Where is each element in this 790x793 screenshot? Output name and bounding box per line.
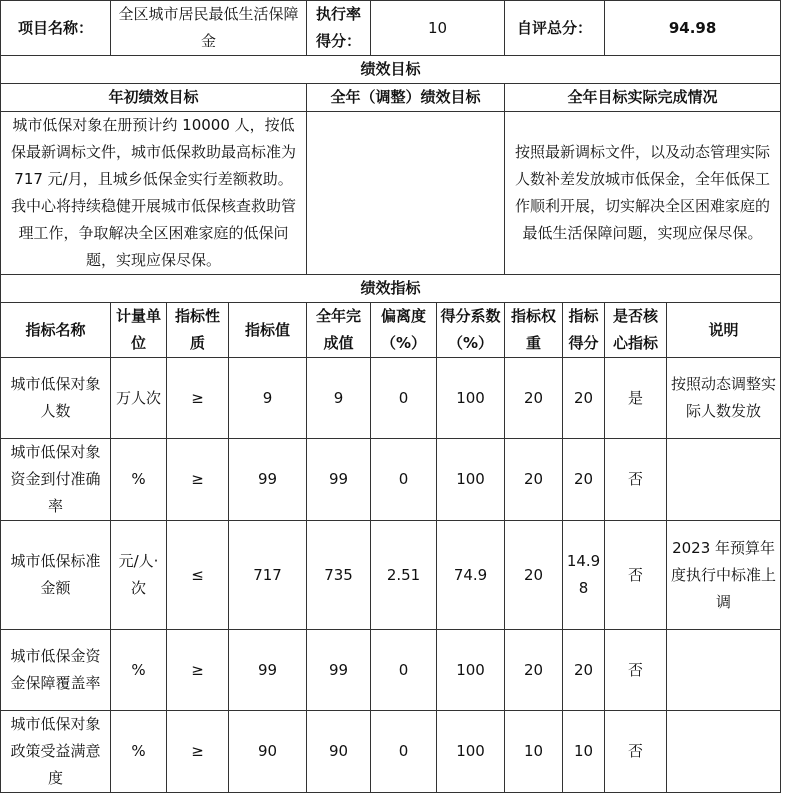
goals-content-row [1, 112, 781, 275]
is-core: 是 [605, 358, 667, 439]
header-row [1, 1, 781, 56]
indicator-column-header: 指标名称 [1, 303, 111, 358]
indicators-section-title: 绩效指标 [1, 275, 781, 303]
indicator-name: 城市低保对象政策受益满意度 [1, 711, 111, 793]
indicator-column-header: 指标值 [229, 303, 307, 358]
self-score-value: 94.98 [605, 1, 781, 56]
actual-completion-header: 全年目标实际完成情况 [505, 84, 781, 112]
score-coefficient: 100 [437, 358, 505, 439]
unit: % [111, 711, 167, 793]
deviation: 0 [371, 630, 437, 711]
indicator-column-header: 偏离度（%） [371, 303, 437, 358]
table-row [1, 358, 781, 439]
indicator-column-header: 计量单位 [111, 303, 167, 358]
table-row [1, 521, 781, 630]
target-value: 9 [229, 358, 307, 439]
table-row [1, 630, 781, 711]
indicator-column-header: 指标性质 [167, 303, 229, 358]
unit: % [111, 630, 167, 711]
weight: 20 [505, 521, 563, 630]
weight: 20 [505, 358, 563, 439]
target-value: 717 [229, 521, 307, 630]
indicator-column-header: 全年完成值 [307, 303, 371, 358]
weight: 20 [505, 439, 563, 521]
score: 10 [563, 711, 605, 793]
score: 14.98 [563, 521, 605, 630]
remark: 2023 年预算年度执行中标准上调 [667, 521, 781, 630]
target-value: 99 [229, 439, 307, 521]
deviation: 0 [371, 358, 437, 439]
unit: % [111, 439, 167, 521]
actual-value: 9 [307, 358, 371, 439]
table-row [1, 711, 781, 793]
self-score-label: 自评总分： [505, 1, 605, 56]
is-core: 否 [605, 630, 667, 711]
project-name-label: 项目名称： [1, 1, 111, 56]
indicator-column-header: 是否核心指标 [605, 303, 667, 358]
adjusted-goal-text [307, 112, 505, 275]
nature: ≥ [167, 439, 229, 521]
is-core: 否 [605, 439, 667, 521]
initial-goal-header: 年初绩效目标 [1, 84, 307, 112]
indicator-column-header: 指标权重 [505, 303, 563, 358]
remark [667, 711, 781, 793]
unit: 万人次 [111, 358, 167, 439]
exec-rate-label: 执行率得分： [307, 1, 371, 56]
is-core: 否 [605, 521, 667, 630]
initial-goal-text: 城市低保对象在册预计约 10000 人，按低保最新调标文件，城市低保救助最高标准为 717 元/月，且城乡低保金实行差额救助。我中心将持续稳健开展城市低保核查救助管理工作，争取解决全区困难家庭的低保问题，实现应保尽保。 [1, 112, 307, 275]
weight: 10 [505, 711, 563, 793]
indicator-name: 城市低保对象人数 [1, 358, 111, 439]
deviation: 2.51 [371, 521, 437, 630]
actual-value: 735 [307, 521, 371, 630]
indicator-column-header: 指标得分 [563, 303, 605, 358]
indicators-title-row [1, 275, 781, 303]
nature: ≥ [167, 630, 229, 711]
target-value: 90 [229, 711, 307, 793]
score: 20 [563, 358, 605, 439]
indicators-header-row [1, 303, 781, 358]
weight: 20 [505, 630, 563, 711]
deviation: 0 [371, 711, 437, 793]
unit: 元/人·次 [111, 521, 167, 630]
adjusted-goal-header: 全年（调整）绩效目标 [307, 84, 505, 112]
score: 20 [563, 630, 605, 711]
indicator-name: 城市低保金资金保障覆盖率 [1, 630, 111, 711]
indicator-column-header: 说明 [667, 303, 781, 358]
indicator-column-header: 得分系数（%） [437, 303, 505, 358]
nature: ≤ [167, 521, 229, 630]
goals-title-row [1, 56, 781, 84]
goals-section-title: 绩效目标 [1, 56, 781, 84]
actual-completion-text: 按照最新调标文件，以及动态管理实际人数补差发放城市低保金，全年低保工作顺利开展，切实解决全区困难家庭的最低生活保障问题，实现应保尽保。 [505, 112, 781, 275]
indicator-name: 城市低保标准金额 [1, 521, 111, 630]
nature: ≥ [167, 711, 229, 793]
deviation: 0 [371, 439, 437, 521]
score-coefficient: 74.9 [437, 521, 505, 630]
actual-value: 99 [307, 630, 371, 711]
project-name-value: 全区城市居民最低生活保障金 [111, 1, 307, 56]
remark [667, 630, 781, 711]
indicator-name: 城市低保对象资金到付准确率 [1, 439, 111, 521]
actual-value: 99 [307, 439, 371, 521]
actual-value: 90 [307, 711, 371, 793]
nature: ≥ [167, 358, 229, 439]
exec-rate-value: 10 [371, 1, 505, 56]
is-core: 否 [605, 711, 667, 793]
score-coefficient: 100 [437, 630, 505, 711]
remark [667, 439, 781, 521]
score: 20 [563, 439, 605, 521]
table-row [1, 439, 781, 521]
remark: 按照动态调整实际人数发放 [667, 358, 781, 439]
score-coefficient: 100 [437, 439, 505, 521]
target-value: 99 [229, 630, 307, 711]
score-coefficient: 100 [437, 711, 505, 793]
goals-header-row [1, 84, 781, 112]
